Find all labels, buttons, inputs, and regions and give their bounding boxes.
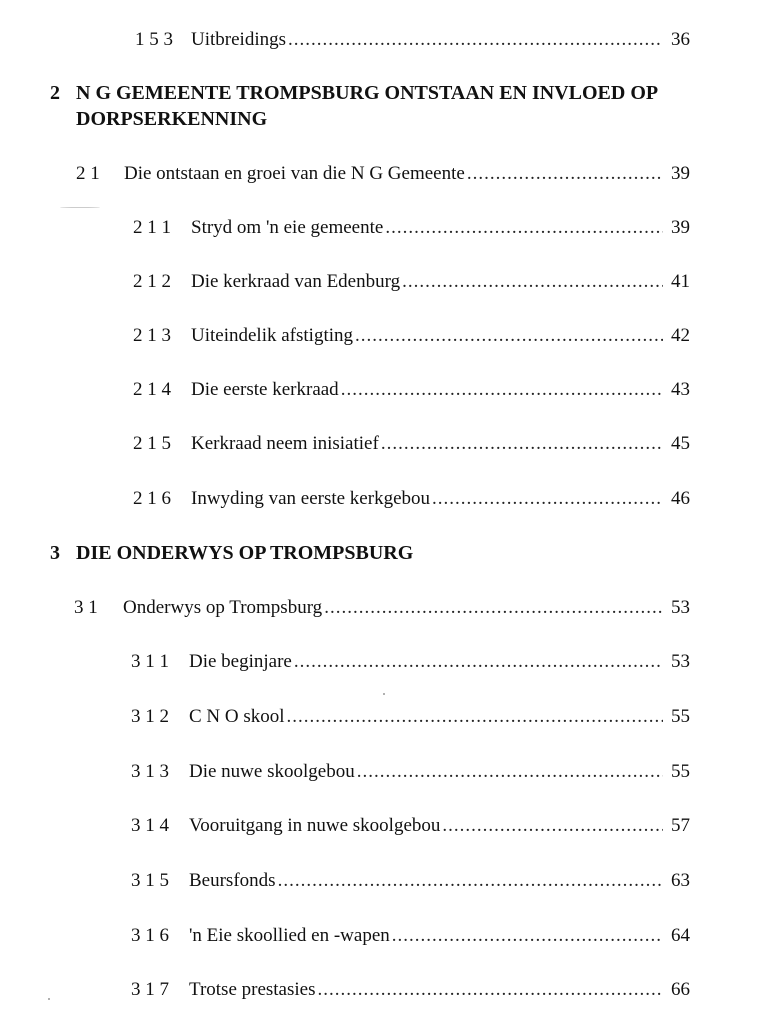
toc-entry — [131, 705, 690, 729]
toc-entry — [133, 216, 690, 240]
dot-leader — [278, 869, 663, 893]
entry-number: 3 1 2 — [131, 706, 169, 727]
toc-entry — [133, 487, 690, 511]
entry-title: Vooruitgang in nuwe skoolgebou — [189, 815, 441, 836]
dot-leader — [392, 924, 663, 948]
entry-title: Die beginjare — [189, 651, 292, 672]
entry-page-number: 57 — [671, 815, 690, 836]
entry-page-number: 63 — [671, 870, 690, 891]
toc-entry — [131, 978, 690, 1002]
toc-entry — [131, 869, 690, 893]
entry-page-number: 66 — [671, 979, 690, 1000]
scan-speck — [60, 207, 100, 208]
entry-title: Beursfonds — [189, 870, 276, 891]
entry-number: 3 1 5 — [131, 870, 169, 891]
entry-title: Die ontstaan en groei van die N G Gemeente — [124, 163, 465, 184]
toc-entry — [76, 162, 690, 186]
entry-number: 2 1 4 — [133, 379, 171, 400]
dot-leader — [294, 650, 663, 674]
entry-title: 'n Eie skoollied en -wapen — [189, 925, 390, 946]
entry-title: Die kerkraad van Edenburg — [191, 271, 401, 292]
dot-leader — [432, 487, 663, 511]
entry-number: 2 1 6 — [133, 488, 171, 509]
entry-title: Uiteindelik afstigting — [191, 325, 354, 346]
toc-entry — [131, 924, 690, 948]
dot-leader — [318, 978, 664, 1002]
scan-speck — [383, 693, 385, 695]
entry-page-number: 55 — [671, 706, 690, 727]
toc-entry — [133, 270, 690, 294]
entry-number: 3 1 6 — [131, 925, 169, 946]
dot-leader — [341, 378, 663, 402]
entry-page-number: 64 — [671, 925, 690, 946]
toc-entry — [131, 760, 690, 784]
entry-number: 3 1 3 — [131, 761, 169, 782]
chapter-heading — [50, 540, 750, 566]
entry-page-number: 36 — [671, 29, 690, 50]
entry-number: 2 1 3 — [133, 325, 171, 346]
entry-title: Die eerste kerkraad — [191, 379, 339, 400]
entry-number: 2 1 1 — [133, 217, 171, 238]
entry-title: Inwyding van eerste kerkgebou — [191, 488, 431, 509]
entry-page-number: 42 — [671, 325, 690, 346]
dot-leader — [355, 324, 663, 348]
entry-page-number: 53 — [671, 597, 690, 618]
entry-number: 3 1 7 — [131, 979, 169, 1000]
entry-title: Trotse prestasies — [189, 979, 316, 1000]
entry-page-number: 55 — [671, 761, 690, 782]
toc-entry — [131, 814, 690, 838]
chapter-title: N G GEMEENTE TROMPSBURG ONTSTAAN EN INVLOED OP DORPSERKENNING — [76, 82, 658, 130]
scan-speck — [48, 998, 50, 1000]
chapter-number: 2 — [50, 82, 60, 104]
entry-page-number: 39 — [671, 163, 690, 184]
toc-entry — [133, 324, 690, 348]
entry-page-number: 53 — [671, 651, 690, 672]
entry-number: 3 1 4 — [131, 815, 169, 836]
chapter-title: DIE ONDERWYS OP TROMPSBURG — [76, 542, 414, 564]
entry-number: 2 1 2 — [133, 271, 171, 292]
entry-title: C N O skool — [189, 706, 285, 727]
entry-page-number: 46 — [671, 488, 690, 509]
toc-entry — [74, 596, 690, 620]
entry-page-number: 45 — [671, 433, 690, 454]
dot-leader — [402, 270, 663, 294]
toc-entry — [133, 378, 690, 402]
entry-page-number: 39 — [671, 217, 690, 238]
entry-title: Uitbreidings — [191, 29, 286, 50]
dot-leader — [324, 596, 663, 620]
toc-entry — [135, 28, 690, 52]
entry-page-number: 41 — [671, 271, 690, 292]
entry-number: 1 5 3 — [135, 29, 173, 50]
dot-leader — [381, 432, 663, 456]
entry-number: 2 1 5 — [133, 433, 171, 454]
entry-number: 3 1 — [74, 597, 98, 618]
entry-number: 3 1 1 — [131, 651, 169, 672]
chapter-heading — [50, 80, 750, 132]
entry-page-number: 43 — [671, 379, 690, 400]
entry-title: Die nuwe skoolgebou — [189, 761, 355, 782]
dot-leader — [287, 705, 663, 729]
entry-title: Stryd om 'n eie gemeente — [191, 217, 384, 238]
toc-entry — [131, 650, 690, 674]
dot-leader — [288, 28, 663, 52]
dot-leader — [442, 814, 663, 838]
toc-entry — [133, 432, 690, 456]
entry-number: 2 1 — [76, 163, 100, 184]
entry-title: Onderwys op Trompsburg — [123, 597, 323, 618]
dot-leader — [385, 216, 663, 240]
dot-leader — [467, 162, 663, 186]
dot-leader — [357, 760, 663, 784]
entry-title: Kerkraad neem inisiatief — [191, 433, 379, 454]
chapter-number: 3 — [50, 542, 60, 564]
